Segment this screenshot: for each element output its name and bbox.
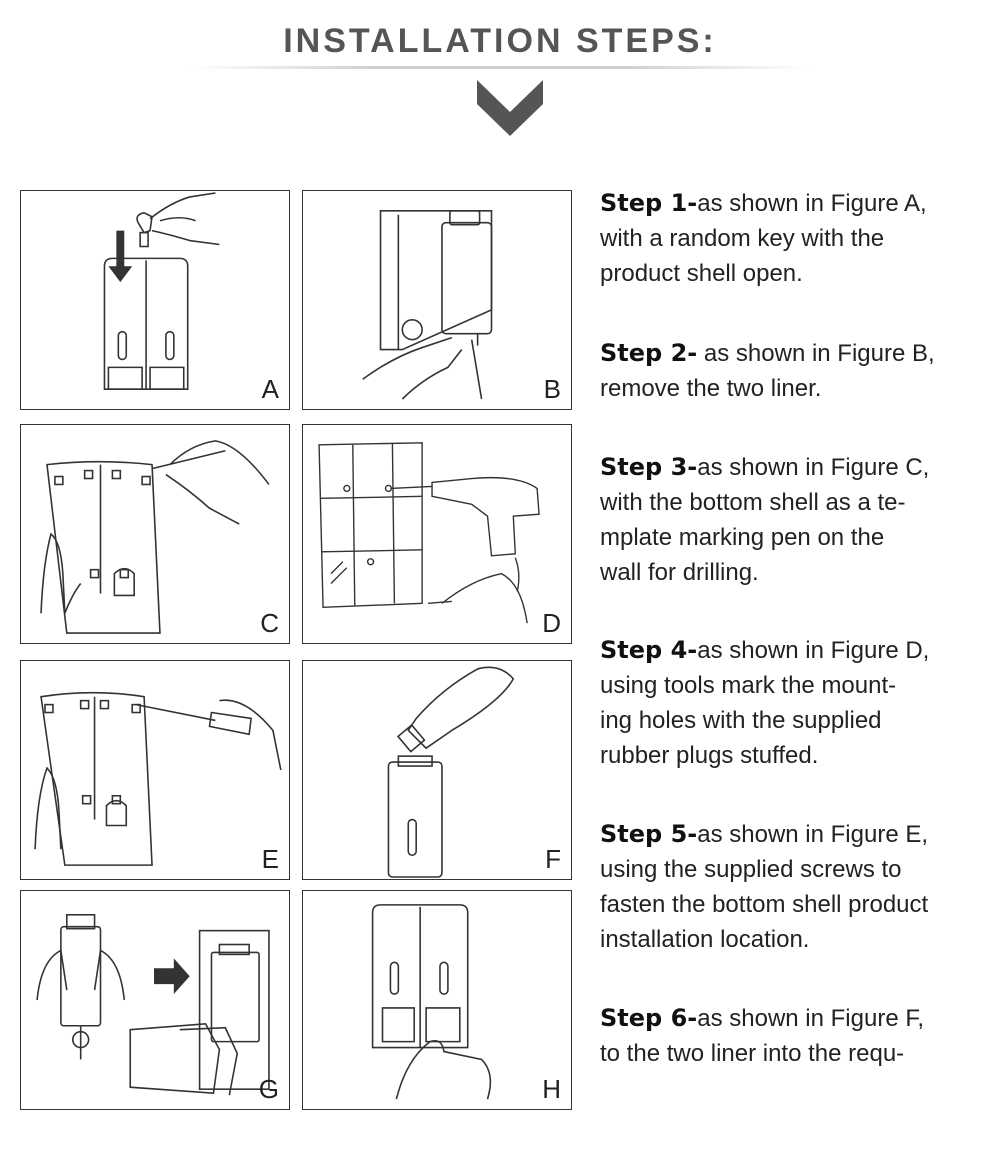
step-text: to the two liner into the requ- bbox=[600, 1040, 905, 1067]
figure-label: G bbox=[258, 1074, 279, 1104]
step-text: wall for drilling. bbox=[600, 559, 759, 586]
figure-h-panel bbox=[302, 890, 572, 1110]
step-text: as shown in Figure D, bbox=[697, 637, 930, 664]
figure-a-illustration bbox=[21, 191, 289, 409]
step-text: fasten the bottom shell product bbox=[600, 891, 929, 918]
figure-label: A bbox=[261, 374, 279, 404]
figure-f-illustration bbox=[303, 661, 571, 879]
figure-a-panel bbox=[20, 190, 290, 410]
figure-b-panel bbox=[302, 190, 572, 410]
step-heading: Step 4- bbox=[600, 636, 698, 664]
figure-label: E bbox=[261, 844, 279, 874]
step-text: ing holes with the supplied bbox=[600, 707, 882, 734]
step-heading: Step 3- bbox=[600, 453, 698, 481]
step-text: as shown in Figure A, bbox=[697, 190, 927, 217]
step-text: mplate marking pen on the bbox=[600, 524, 885, 551]
step-text: rubber plugs stuffed. bbox=[600, 742, 819, 769]
step-heading: Step 6- bbox=[600, 1004, 698, 1032]
step-2 bbox=[600, 336, 935, 406]
step-text: with a random key with the bbox=[600, 225, 885, 252]
step-heading: Step 2- bbox=[600, 339, 698, 367]
figure-d-illustration bbox=[303, 425, 571, 643]
page-title: INSTALLATION STEPS: bbox=[283, 22, 717, 60]
step-text: with the bottom shell as a te- bbox=[600, 489, 906, 516]
step-5 bbox=[600, 817, 928, 957]
figure-label: B bbox=[543, 374, 561, 404]
step-3 bbox=[600, 450, 929, 590]
figure-e-panel bbox=[20, 660, 290, 880]
step-1 bbox=[600, 186, 927, 291]
figure-c-panel bbox=[20, 424, 290, 644]
step-text: product shell open. bbox=[600, 260, 803, 287]
figure-g-illustration bbox=[21, 891, 289, 1109]
step-text: using tools mark the mount- bbox=[600, 672, 897, 699]
figure-label: D bbox=[542, 608, 561, 638]
figure-label: C bbox=[260, 608, 279, 638]
step-text: as shown in Figure C, bbox=[697, 454, 930, 481]
title-underline bbox=[190, 66, 810, 69]
step-text: remove the two liner. bbox=[600, 375, 822, 402]
step-heading: Step 5- bbox=[600, 820, 698, 848]
figure-f-panel bbox=[302, 660, 572, 880]
step-heading: Step 1- bbox=[600, 189, 698, 217]
figure-e-illustration bbox=[21, 661, 289, 879]
figure-g-panel bbox=[20, 890, 290, 1110]
step-text: installation location. bbox=[600, 926, 810, 953]
figure-label: H bbox=[542, 1074, 561, 1104]
step-text: as shown in Figure F, bbox=[697, 1005, 925, 1032]
figure-d-panel bbox=[302, 424, 572, 644]
step-6 bbox=[600, 1001, 924, 1071]
figure-c-illustration bbox=[21, 425, 289, 643]
figure-b-illustration bbox=[303, 191, 571, 409]
step-text: using the supplied screws to bbox=[600, 856, 902, 883]
step-4 bbox=[600, 633, 929, 773]
figure-label: F bbox=[545, 844, 561, 874]
step-text: as shown in Figure E, bbox=[697, 821, 929, 848]
figure-h-illustration bbox=[303, 891, 571, 1109]
step-text: as shown in Figure B, bbox=[697, 340, 935, 367]
chevron-down-icon bbox=[477, 80, 543, 138]
